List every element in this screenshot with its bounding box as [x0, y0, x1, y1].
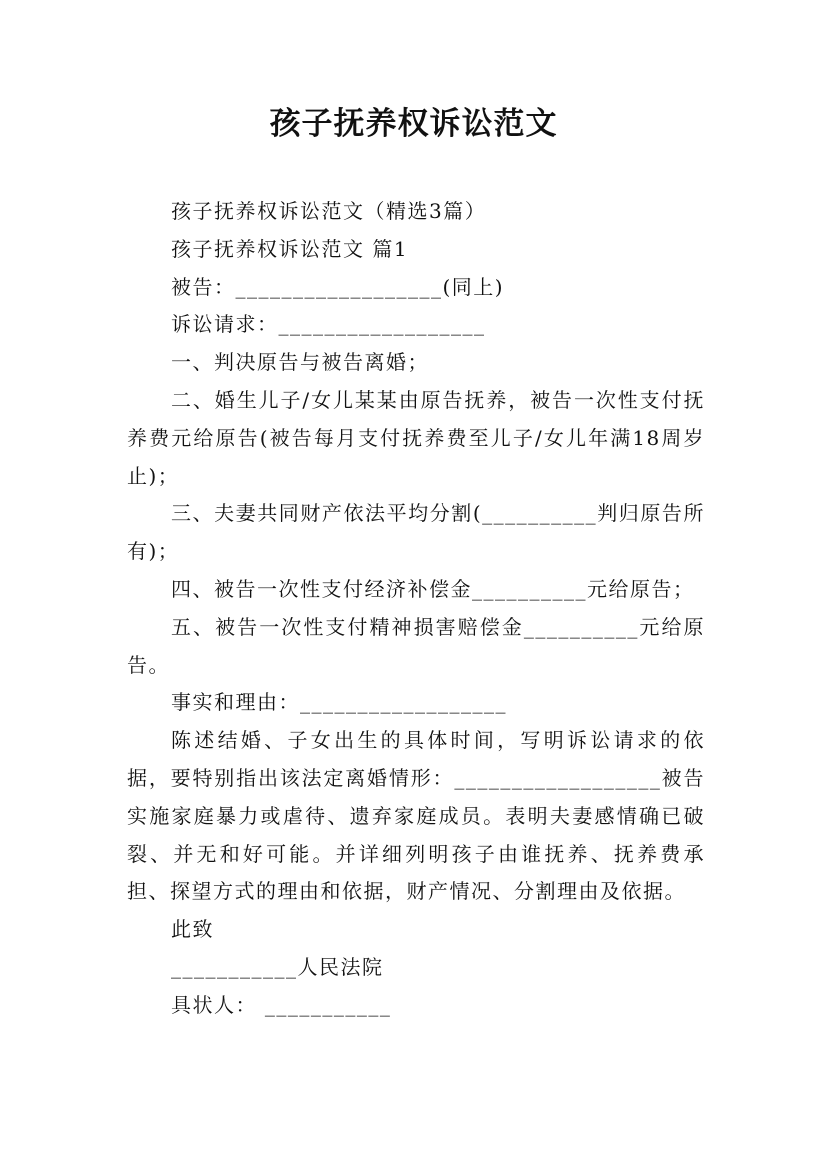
paragraph-salutation: 此致 [171, 917, 214, 942]
paragraph-claim-5: 五、被告一次性支付精神损害赔偿金__________元给原告。 [127, 614, 705, 677]
paragraph-court: ___________人民法院 [171, 954, 384, 979]
paragraph-claim-1: 一、判决原告与被告离婚； [171, 350, 429, 375]
paragraph-defendant: 被告：__________________(同上) [171, 274, 505, 299]
paragraph-facts-body: 陈述结婚、子女出生的具体时间，写明诉讼请求的依据，要特别指出该法定离婚情形：__________________被告实施家庭暴力或虐待、遗弃家庭成员。表明夫妻感情确已破裂、并无和好可能。并详细列明孩子由谁抚养、抚养费承担、探望方式的理由和依据，财产情况、分割理由及依据。 [127, 728, 705, 904]
paragraph-signatory: 具状人： ___________ [171, 992, 392, 1017]
document-title: 孩子抚养权诉讼范文 [269, 106, 558, 142]
paragraph-claim-4: 四、被告一次性支付经济补偿金__________元给原告； [171, 576, 695, 601]
paragraph-claims-label: 诉讼请求：__________________ [171, 312, 486, 337]
paragraph-claim-3: 三、夫妻共同财产依法平均分割(__________判归原告所有)； [127, 501, 705, 564]
paragraph-facts-label: 事实和理由：__________________ [171, 690, 507, 715]
paragraph-claim-2: 二、婚生儿子/女儿某某由原告抚养，被告一次性支付抚养费元给原告(被告每月支付抚养费至儿子/女儿年满18周岁止)； [127, 387, 705, 488]
paragraph-subtitle: 孩子抚养权诉讼范文（精选3篇） [171, 199, 487, 223]
document-body [127, 193, 705, 1025]
paragraph-section-heading: 孩子抚养权诉讼范文 篇1 [171, 236, 409, 261]
